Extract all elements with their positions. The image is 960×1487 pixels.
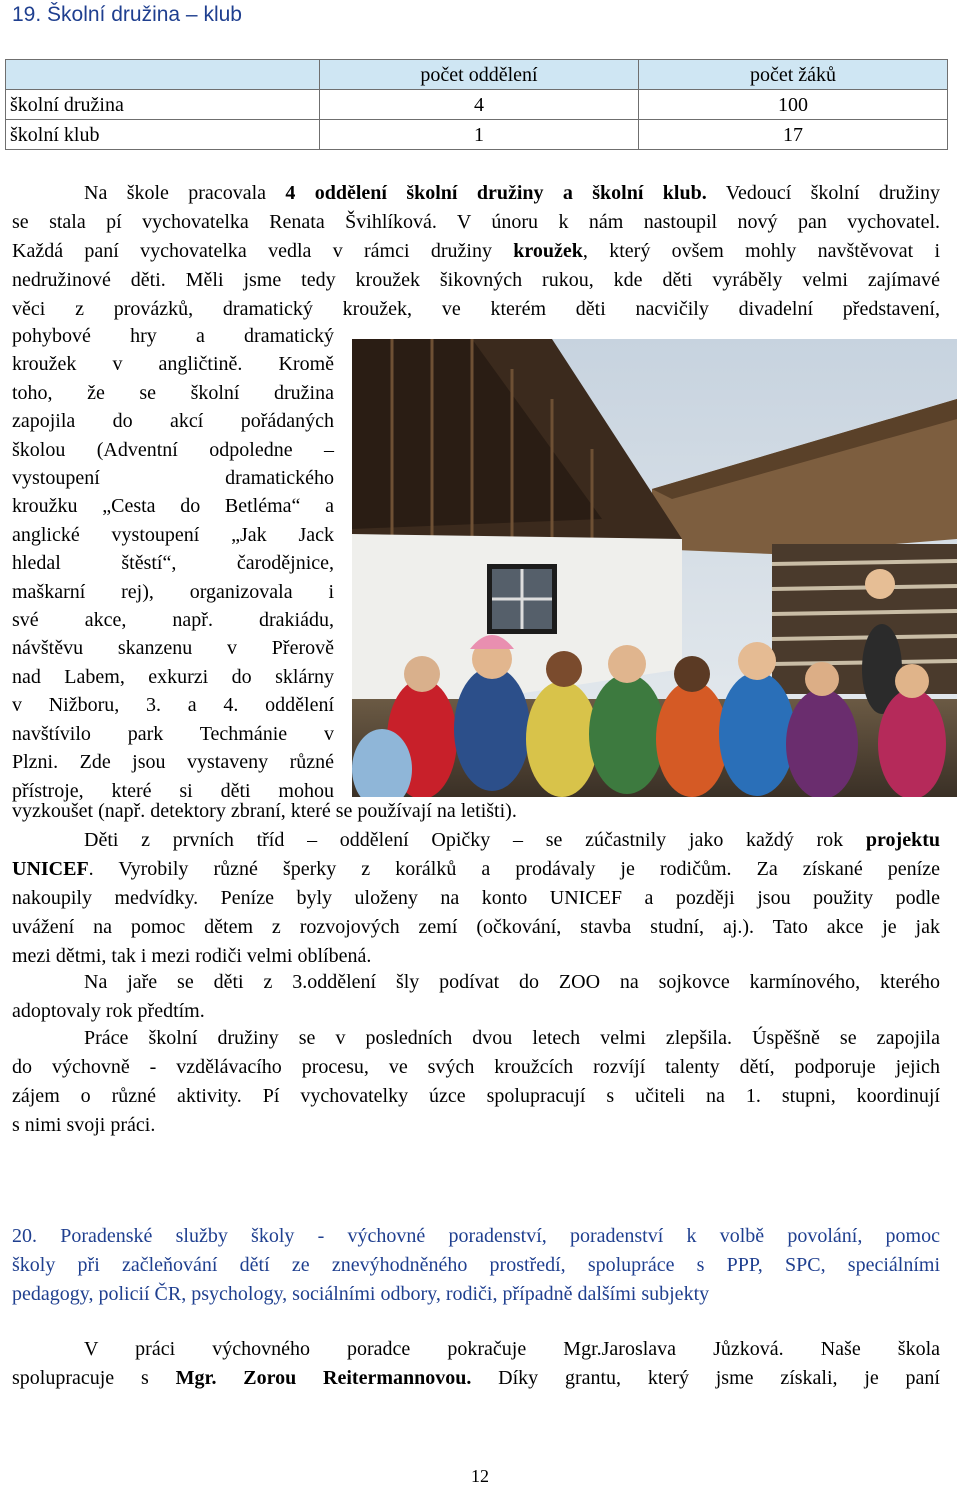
paragraph-zoo [12,968,940,1026]
text-line: nedružinové děti. Měli jsme tedy kroužek šikovných rukou, kde děti vyráběly velmi zajímavé [12,269,940,291]
table-cell: školní družina [6,90,320,120]
paragraph-unicef [12,826,940,971]
text-line: spolupracuje s Mgr. Zorou Reitermannovou. Díky grantu, který jsme získali, je paní [12,1367,940,1389]
paragraph-continuation [12,797,940,826]
text-line: přístroje, které si děti mohou [12,779,334,802]
text-line: Na jaře se děti z 3.oddělení šly podívat do ZOO na sojkovce karmínového, kterého [84,971,940,993]
text-line: nakoupily medvídky. Peníze byly uloženy na konto UNICEF a později jsou použity podle [12,887,940,909]
text-line: návštěvu skanzenu v Přerově [12,637,334,660]
heading-line: 20. Poradenské služby školy - výchovné poradenství, poradenství k volbě povolání, pomoc [12,1225,940,1247]
text-line: navštívilo park Techmánie v [12,722,334,745]
paragraph-summary [12,1024,940,1140]
text-line: nad Labem, exkurzi do sklárny [12,665,334,688]
paragraph-poradenstvi [12,1335,940,1393]
text-line: v Nižboru, 3. a 4. oddělení [12,694,334,717]
text-line: s nimi svoji práci. [12,1114,156,1136]
text-line: kroužku „Cesta do Betléma“ a [12,495,334,518]
heading-line: pedagogy, policií ČR, psychology, sociálními odbory, rodiči, případně dalšími subjekty [12,1283,710,1305]
skanzen-photo [352,339,957,797]
table-row [6,120,948,150]
text-line: své akce, např. drakiádu, [12,609,334,632]
text-line: hledal štěstí“, čarodějnice, [12,552,334,575]
paragraph-druzina-intro [12,179,940,324]
text-line: zapojila do akcí pořádaných [12,410,334,433]
text-line: vystoupení dramatického [12,467,334,490]
text-line: Děti z prvních tříd – oddělení Opičky – se zúčastnily jako každý rok projektu [84,829,940,851]
table-header-row [6,60,948,90]
text-line: kroužek v angličtině. Kromě [12,353,334,376]
text-line: Plzni. Zde jsou vystaveny různé [12,751,334,774]
wrapped-text-column [12,322,334,805]
text-line: školou (Adventní odpoledne – [12,438,334,461]
page-number: 12 [471,1466,489,1486]
text-line: anglické vystoupení „Jak Jack [12,523,334,546]
table-cell: 4 [320,90,639,120]
table-cell: 1 [320,120,639,150]
text-line: zájem o různé aktivity. Pí vychovatelky úzce spolupracují s učiteli na 1. stupni, koordinují [12,1085,940,1107]
text-line: Každá paní vychovatelka vedla v rámci družiny kroužek, který ovšem mohly navštěvovat i [12,240,941,262]
text-line: mezi dětmi, tak i mezi rodiči velmi oblíbená. [12,945,372,967]
heading-line: školy při začleňování dětí ze znevýhodněného prostředí, spolupráce s PPP, SPC, speciálními [12,1254,940,1276]
table-header-cell: počet oddělení [320,60,639,90]
skanzen-photo-drawing [352,339,957,797]
section-19-heading: 19. Školní družina – klub [12,3,242,26]
text-line: maškarní rej), organizovala i [12,580,334,603]
text-line: vyzkoušet (např. detektory zbraní, které se používají na letišti). [12,800,517,822]
section-20-heading [12,1222,940,1309]
text-line: Práce školní družiny se v posledních dvou letech velmi zlepšila. Úspěšně se zapojila [84,1027,940,1049]
text-line: věci z provázků, dramatický kroužek, ve kterém děti nacvičily divadelní představení, [12,298,940,320]
text-line: se stala pí vychovatelka Renata Švihlíková. V únoru k nám nastoupil nový pan vychovatel. [12,211,940,233]
text-line: uvážení na pomoc dětem z rozvojových zemí (očkování, stavba studní, aj.). Tato akce je jak [12,916,940,938]
stats-table [5,59,948,150]
table-header-cell: počet žáků [639,60,948,90]
text-line: do výchovně - vzdělávacího procesu, ve svých kroužcích rozvíjí talenty dětí, podporuje jejich [12,1056,940,1078]
text-line: Na škole pracovala 4 oddělení školní družiny a školní klub. Vedoucí školní družiny [84,182,940,204]
table-header-cell [6,60,320,90]
text-line: pohybové hry a dramatický [12,325,334,347]
text-line: toho, že se školní družina [12,381,334,404]
text-line: adoptovaly rok předtím. [12,1000,205,1022]
text-line: UNICEF. Vyrobily různé šperky z korálků a prodávaly je rodičům. Za získané peníze [12,858,940,880]
table-cell: 100 [639,90,948,120]
table-cell: školní klub [6,120,320,150]
table-row [6,90,948,120]
text-line: V práci výchovného poradce pokračuje Mgr.Jaroslava Jůzková. Naše škola [84,1338,940,1360]
table-cell: 17 [639,120,948,150]
